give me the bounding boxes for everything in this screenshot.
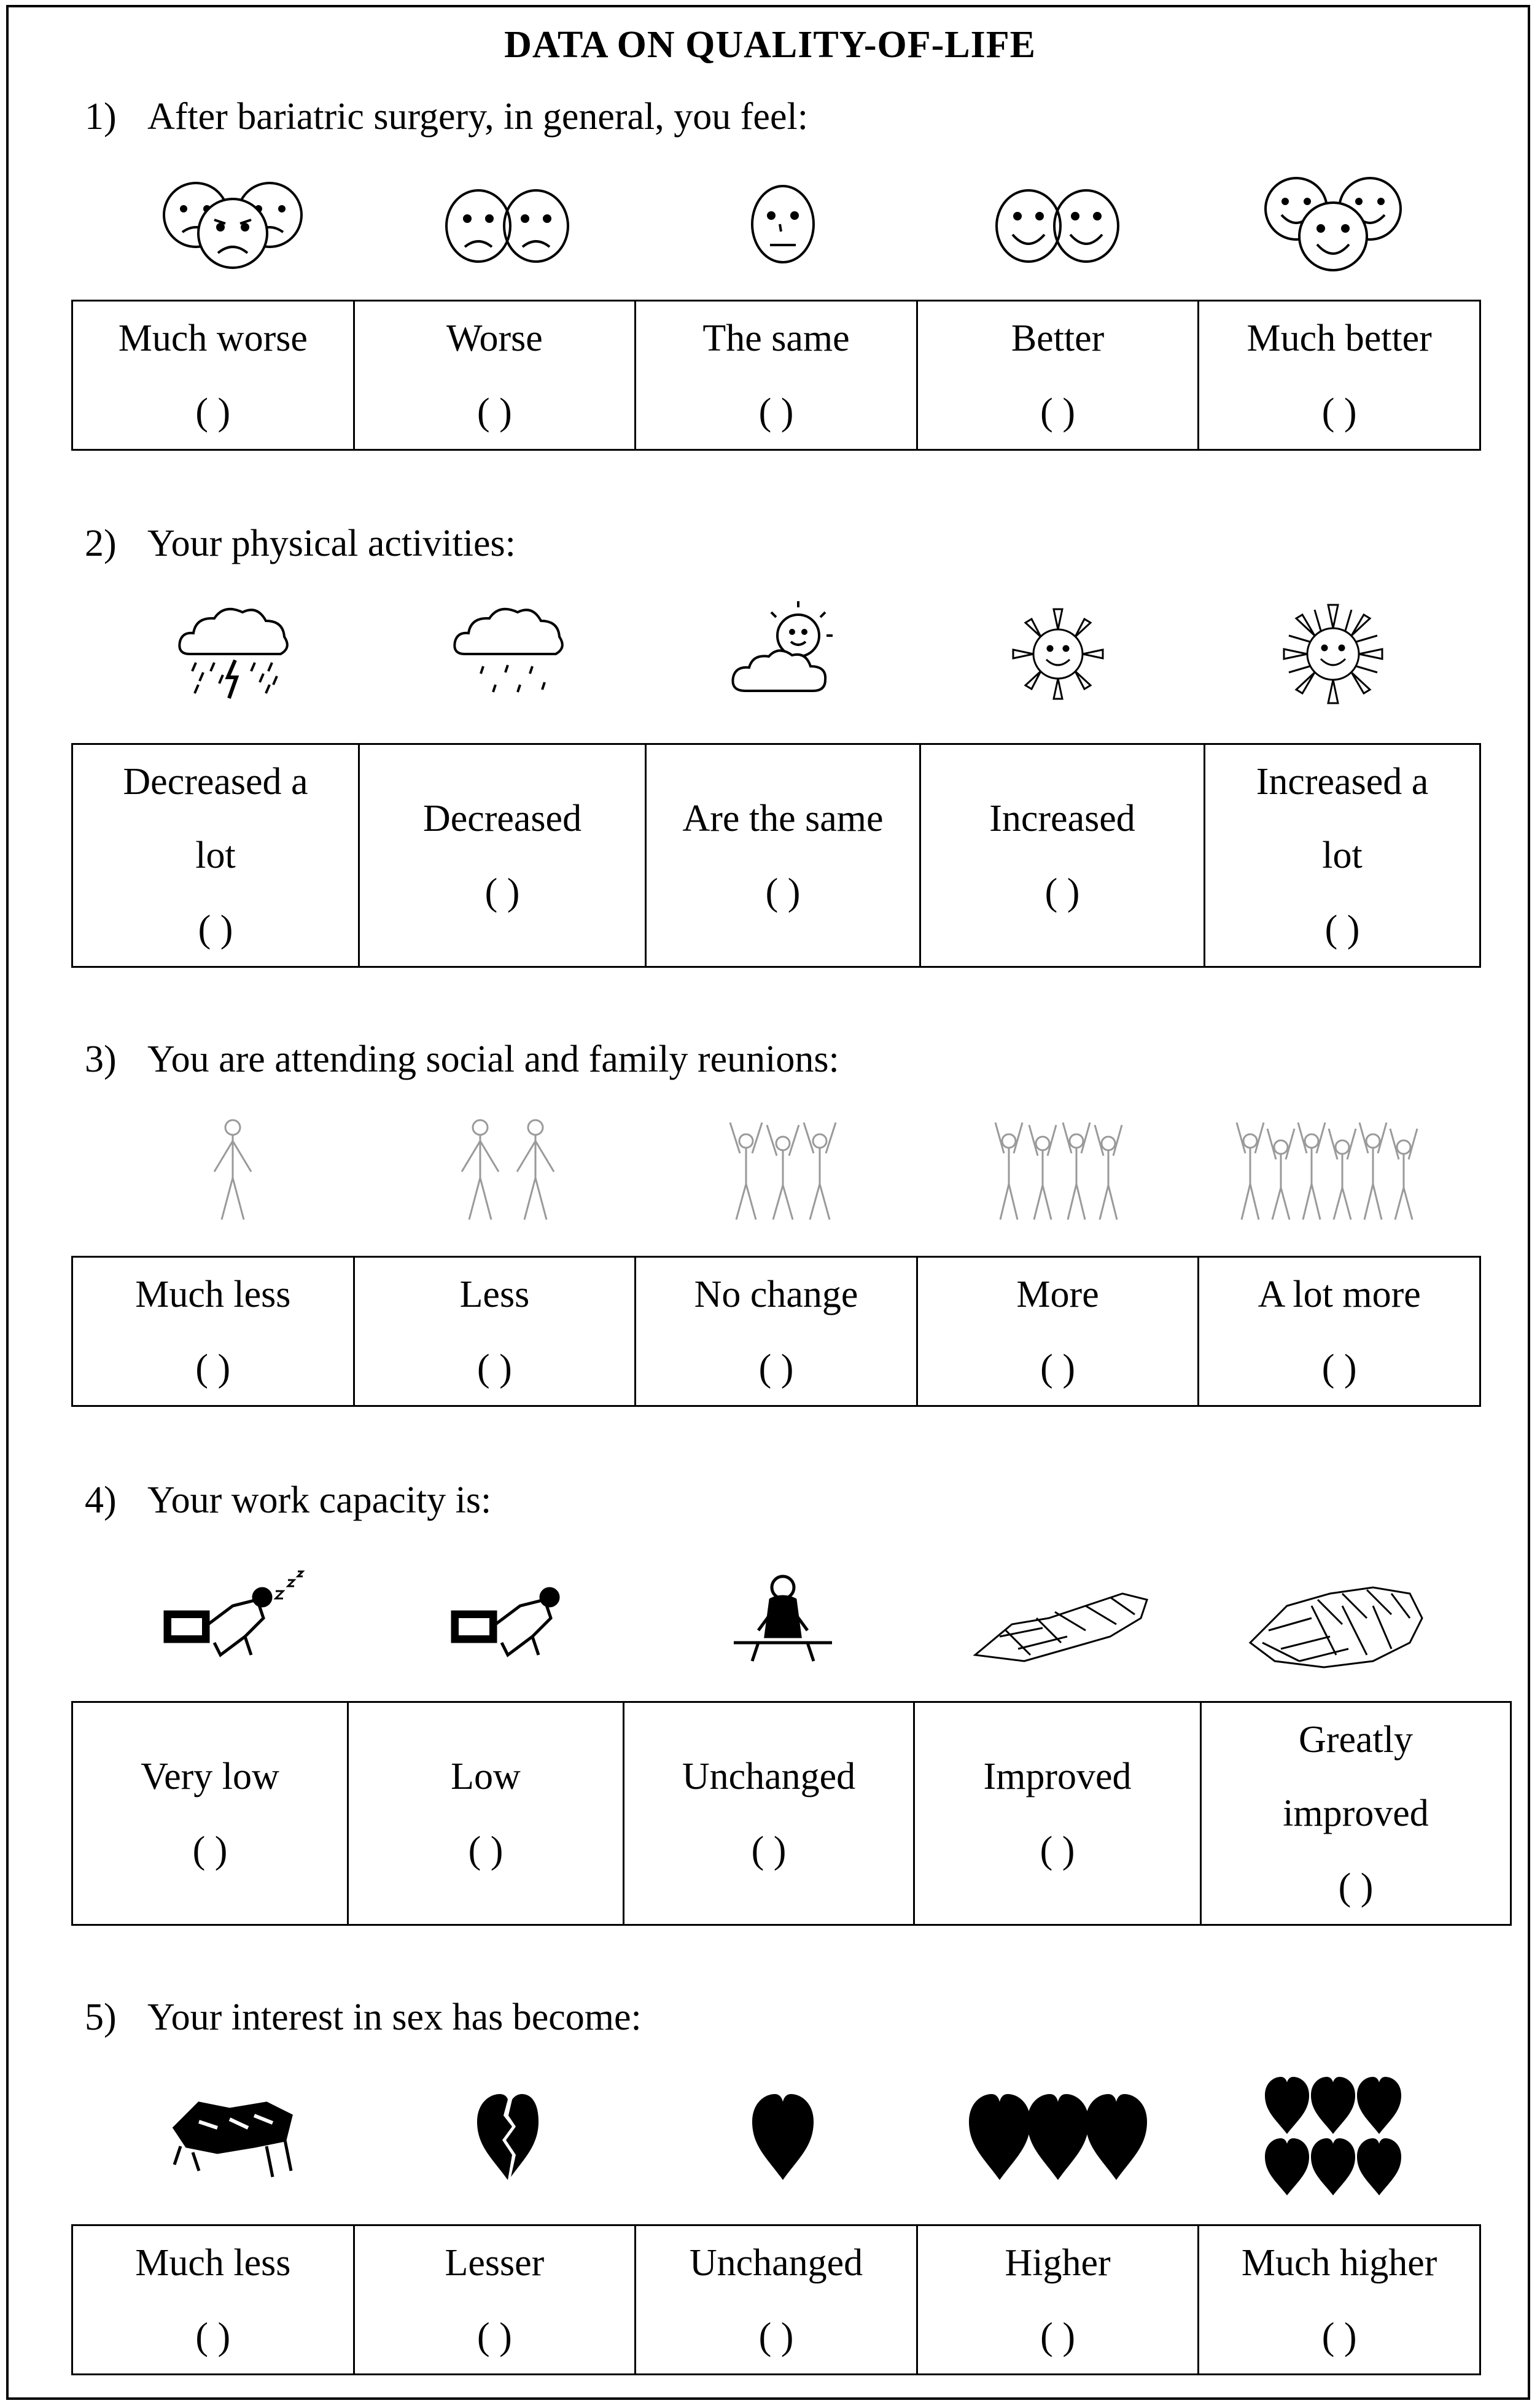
question-text: Your physical activities: (147, 523, 516, 564)
checkbox[interactable]: ( ) (195, 2316, 231, 2357)
sleeping-worker-icon (95, 1560, 370, 1683)
question-5 (85, 1996, 642, 2039)
four-people-icon (920, 1110, 1196, 1233)
rain-cloud-icon (370, 593, 645, 715)
checkbox[interactable]: ( ) (758, 2316, 794, 2357)
checkbox[interactable]: ( ) (1040, 2316, 1075, 2357)
three-sad-faces-icon (95, 163, 370, 286)
option-decreased[interactable]: Decreased ( ) (359, 744, 646, 967)
checkbox[interactable]: ( ) (484, 871, 520, 913)
working-hands-icon (920, 1560, 1196, 1683)
option-increased-a-lot[interactable]: Increased a lot ( ) (1205, 744, 1480, 967)
checkbox[interactable]: ( ) (1338, 1866, 1374, 1908)
neutral-face-icon (645, 163, 920, 286)
sleeping-couple-icon (95, 2076, 370, 2198)
question-1 (85, 95, 808, 139)
question-text: Your work capacity is: (147, 1479, 492, 1521)
single-heart-icon (645, 2076, 920, 2198)
options-table-5 (71, 2224, 1481, 2375)
checkbox[interactable]: ( ) (1321, 1347, 1357, 1389)
option-much-less[interactable]: Much less ( ) (72, 1257, 354, 1406)
crowd-icon (1196, 1110, 1471, 1233)
checkbox[interactable]: ( ) (758, 391, 794, 433)
six-hearts-icon (1196, 2076, 1471, 2198)
option-much-worse[interactable]: Much worse ( ) (72, 301, 354, 450)
sun-icon (920, 593, 1196, 715)
options-table-1 (71, 300, 1481, 451)
checkbox[interactable]: ( ) (476, 1347, 512, 1389)
option-greatly-improved[interactable]: Greatly improved ( ) (1201, 1702, 1511, 1925)
icon-row-3 (95, 1110, 1471, 1233)
option-worse[interactable]: Worse ( ) (354, 301, 636, 450)
checkbox[interactable]: ( ) (476, 2316, 512, 2357)
option-no-change[interactable]: No change ( ) (636, 1257, 917, 1406)
tired-worker-icon (370, 1560, 645, 1683)
checkbox[interactable]: ( ) (751, 1829, 787, 1871)
sitting-worker-icon (645, 1560, 920, 1683)
checkbox[interactable]: ( ) (765, 871, 801, 913)
question-4 (85, 1479, 491, 1522)
option-more[interactable]: More ( ) (917, 1257, 1199, 1406)
checkbox[interactable]: ( ) (195, 391, 231, 433)
option-lesser[interactable]: Lesser ( ) (354, 2225, 636, 2375)
question-number: 3) (85, 1038, 117, 1080)
question-3 (85, 1038, 839, 1081)
option-much-better[interactable]: Much better ( ) (1199, 301, 1480, 450)
options-table-2 (71, 743, 1481, 968)
options-table-3 (71, 1256, 1481, 1407)
sun-behind-cloud-icon (645, 593, 920, 715)
question-text: You are attending social and family reunions: (147, 1038, 839, 1080)
option-low[interactable]: Low ( ) (348, 1702, 624, 1925)
checkbox[interactable]: ( ) (1321, 391, 1357, 433)
checkbox[interactable]: ( ) (1044, 871, 1080, 913)
checkbox[interactable]: ( ) (468, 1829, 504, 1871)
option-much-less[interactable]: Much less ( ) (72, 2225, 354, 2375)
three-hearts-icon (920, 2076, 1196, 2198)
option-unchanged[interactable]: Unchanged ( ) (636, 2225, 917, 2375)
option-are-the-same[interactable]: Are the same ( ) (646, 744, 920, 967)
one-person-icon (95, 1110, 370, 1233)
checkbox[interactable]: ( ) (1040, 1347, 1075, 1389)
storm-cloud-icon (95, 593, 370, 715)
icon-row-1 (95, 163, 1471, 286)
checkbox[interactable]: ( ) (195, 1347, 231, 1389)
option-the-same[interactable]: The same ( ) (636, 301, 917, 450)
checkbox[interactable]: ( ) (198, 908, 233, 950)
two-people-icon (370, 1110, 645, 1233)
checkbox[interactable]: ( ) (476, 391, 512, 433)
checkbox[interactable]: ( ) (1040, 391, 1075, 433)
question-text: After bariatric surgery, in general, you feel: (147, 96, 808, 138)
checkbox[interactable]: ( ) (1321, 2316, 1357, 2357)
question-number: 1) (85, 96, 117, 138)
icon-row-4 (95, 1560, 1471, 1683)
three-people-icon (645, 1110, 920, 1233)
option-very-low[interactable]: Very low ( ) (72, 1702, 348, 1925)
question-number: 2) (85, 523, 117, 564)
option-decreased-a-lot[interactable]: Decreased a lot ( ) (72, 744, 359, 967)
options-table-4 (71, 1701, 1512, 1926)
icon-row-5 (95, 2076, 1471, 2198)
bright-sun-icon (1196, 593, 1471, 715)
icon-row-2 (95, 593, 1471, 715)
two-happy-faces-icon (920, 163, 1196, 286)
option-improved[interactable]: Improved ( ) (914, 1702, 1201, 1925)
question-2 (85, 522, 516, 566)
broken-heart-icon (370, 2076, 645, 2198)
checkbox[interactable]: ( ) (758, 1347, 794, 1389)
option-better[interactable]: Better ( ) (917, 301, 1199, 450)
checkbox[interactable]: ( ) (1040, 1829, 1075, 1871)
question-number: 4) (85, 1479, 117, 1521)
many-working-hands-icon (1196, 1560, 1471, 1683)
option-unchanged[interactable]: Unchanged ( ) (624, 1702, 914, 1925)
option-much-higher[interactable]: Much higher ( ) (1199, 2225, 1480, 2375)
page-title: DATA ON QUALITY-OF-LIFE (504, 24, 1036, 66)
three-happy-faces-icon (1196, 163, 1471, 286)
option-increased[interactable]: Increased ( ) (920, 744, 1205, 967)
two-sad-faces-icon (370, 163, 645, 286)
question-text: Your interest in sex has become: (147, 1996, 642, 2038)
question-number: 5) (85, 1996, 117, 2038)
option-a-lot-more[interactable]: A lot more ( ) (1199, 1257, 1480, 1406)
checkbox[interactable]: ( ) (192, 1829, 228, 1871)
option-less[interactable]: Less ( ) (354, 1257, 636, 1406)
option-higher[interactable]: Higher ( ) (917, 2225, 1199, 2375)
checkbox[interactable]: ( ) (1324, 908, 1360, 950)
